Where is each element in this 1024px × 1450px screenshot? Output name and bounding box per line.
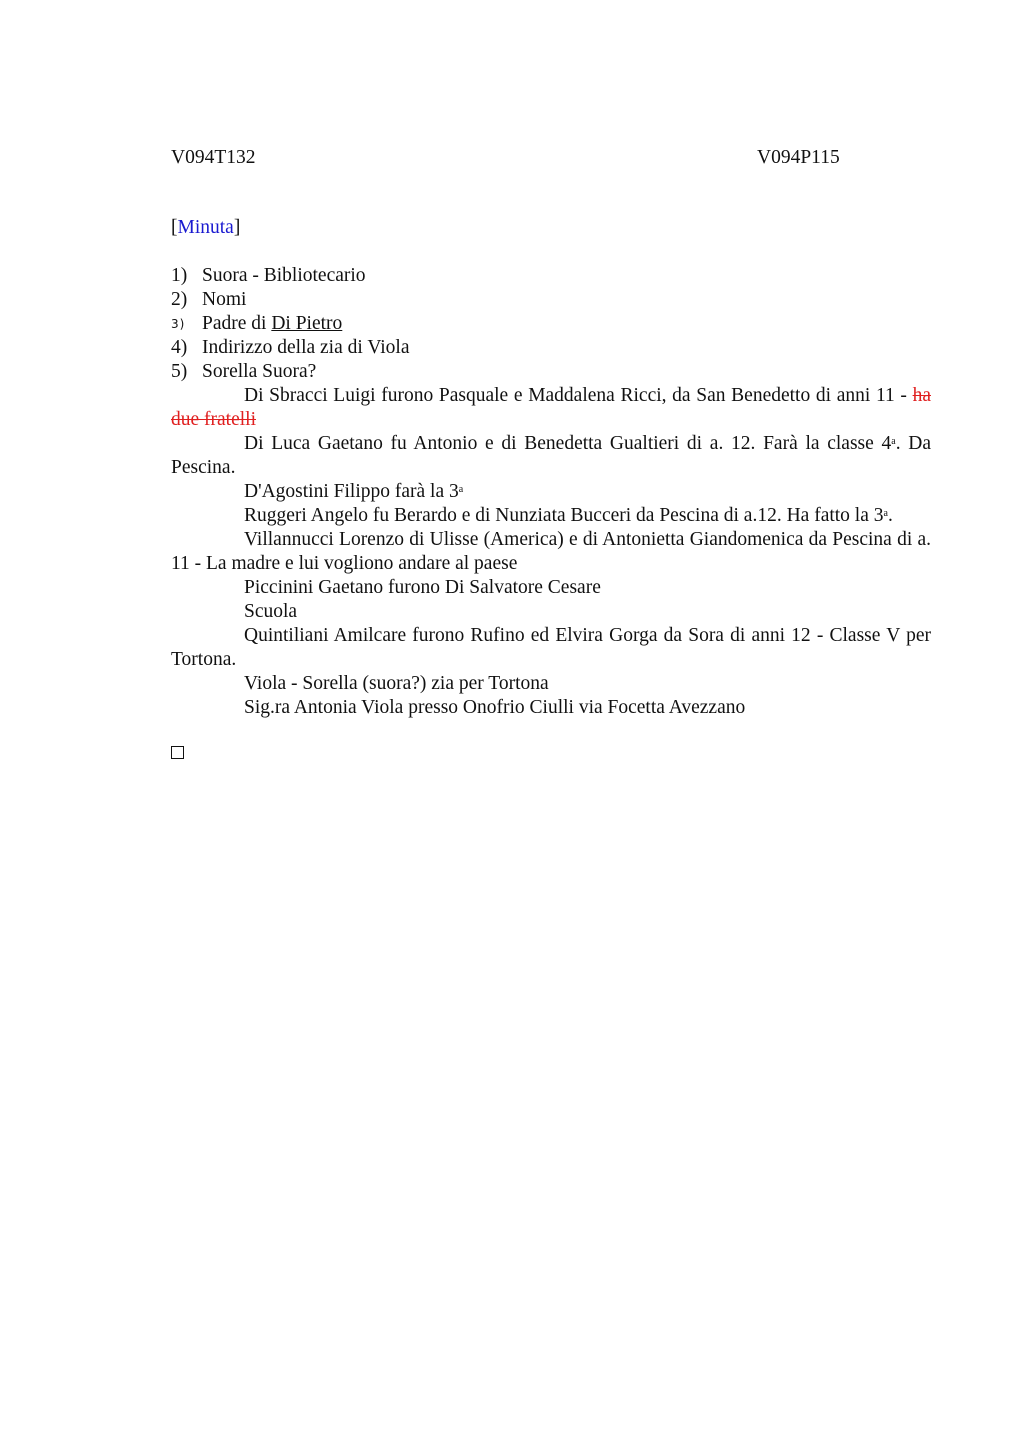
- list-text: Nomi: [202, 289, 247, 310]
- close-bracket: ]: [233, 217, 241, 238]
- paragraph-ruggeri: [171, 504, 931, 528]
- list-text-prefix: Padre di: [202, 313, 272, 334]
- paragraph-di-luca: [171, 432, 931, 480]
- paragraph-text: Di Sbracci Luigi furono Pasquale e Maddalena Ricci, da San Benedetto di anni 11 -: [244, 385, 913, 406]
- paragraph-quintiliani: Quintiliani Amilcare furono Rufino ed Elvira Gorga da Sora di anni 12 - Classe V per Tortona.: [171, 625, 931, 670]
- paragraph-text: D'Agostini Filippo farà la 3: [244, 481, 459, 502]
- ordinal-superscript: a: [891, 436, 896, 447]
- paragraph-scuola: Scuola: [244, 601, 298, 622]
- paragraph-sbracci: [171, 384, 931, 432]
- paragraph-address: Sig.ra Antonia Viola presso Onofrio Ciulli via Focetta Avezzano: [244, 697, 746, 718]
- list-item: [171, 288, 931, 312]
- ordinal-superscript: a: [883, 508, 888, 519]
- list-text: Sorella Suora?: [202, 361, 317, 382]
- paragraph-text: Di Luca Gaetano fu Antonio e di Benedetta Gualtieri di a. 12. Farà la classe 4: [244, 433, 892, 454]
- list-number: 1): [171, 265, 188, 286]
- list-number: 4): [171, 337, 188, 358]
- paragraph-piccinini: Piccinini Gaetano furono Di Salvatore Cesare: [244, 577, 601, 598]
- empty-checkbox-icon[interactable]: [171, 746, 184, 759]
- document-header: [171, 146, 931, 170]
- paragraph-dagostini: [171, 480, 931, 504]
- ordinal-superscript: a: [458, 484, 464, 495]
- list-text: [202, 312, 342, 336]
- paragraph-villannucci: Villannucci Lorenzo di Ulisse (America) e di Antonietta Giandomenica da Pescina di a. 11 - La madre e lui vogliono andare al paese: [171, 529, 931, 574]
- list-number: 3): [171, 317, 186, 331]
- list-item: [171, 264, 931, 288]
- right-document-code: V094P115: [757, 147, 840, 168]
- minuta-label: [171, 216, 931, 240]
- open-bracket: [: [171, 217, 178, 238]
- paragraph-text: Ruggeri Angelo fu Berardo e di Nunziata Bucceri da Pescina di a.12. Ha fatto la 3: [244, 505, 884, 526]
- paragraph-viola: Viola - Sorella (suora?) zia per Tortona: [244, 673, 549, 694]
- left-document-code: V094T132: [171, 147, 256, 168]
- list-text: Suora - Bibliotecario: [202, 265, 366, 286]
- paragraph-tail: . Da Pescina.: [171, 433, 931, 478]
- struck-text: ha due fratelli: [171, 385, 931, 430]
- list-item: [171, 360, 931, 384]
- minuta-text: Minuta: [177, 217, 234, 238]
- document-body: [171, 146, 931, 759]
- list-number: 2): [171, 289, 188, 310]
- underlined-name: Di Pietro: [271, 313, 343, 334]
- list-item: [171, 336, 931, 360]
- list-item: [171, 312, 931, 336]
- numbered-list: [171, 264, 931, 384]
- list-text: Indirizzo della zia di Viola: [202, 337, 410, 358]
- paragraph-tail: .: [887, 505, 893, 526]
- list-number: 5): [171, 361, 188, 382]
